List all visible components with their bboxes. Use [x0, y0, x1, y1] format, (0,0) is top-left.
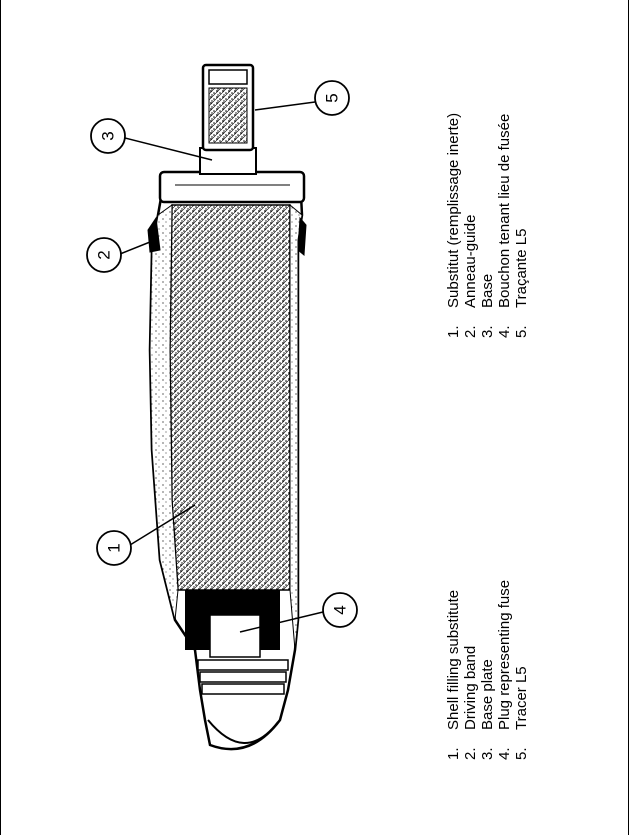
- nose-ring-3: [202, 684, 284, 694]
- fuse-plug-body: [210, 615, 260, 657]
- legend-fr-item: [496, 114, 513, 338]
- legend-en-item: [496, 580, 513, 760]
- base-plate-rim: [160, 172, 304, 202]
- callout-2: [87, 238, 121, 272]
- shell-filling: [170, 205, 290, 590]
- base-plate-neck: [200, 148, 256, 174]
- leader-5: [255, 102, 315, 110]
- legend-fr-text: Traçante L5: [513, 228, 530, 308]
- legend-en-text: Base plate: [479, 659, 496, 730]
- legend-fr-item: [462, 215, 479, 338]
- callout-1-label: 1: [104, 543, 124, 553]
- tracer-cap: [209, 70, 247, 84]
- callout-5: [315, 81, 349, 115]
- callout-3: [91, 119, 125, 153]
- legend-en-item: [462, 646, 479, 760]
- legend-fr-num: 5.: [513, 325, 530, 338]
- tracer-fill: [209, 88, 247, 143]
- callout-1: [97, 531, 131, 565]
- legend-fr-text: Anneau-guide: [462, 214, 479, 308]
- legend-en-text: Driving band: [462, 645, 479, 730]
- callout-3-label: 3: [98, 131, 118, 141]
- leader-3: [125, 138, 212, 160]
- legend-fr-item: [479, 274, 496, 338]
- legend-en-num: 4.: [496, 747, 513, 760]
- legend-en-num: 5.: [513, 747, 530, 760]
- legend-en-num: 1.: [445, 747, 462, 760]
- tracer: [203, 65, 253, 150]
- legend-fr: [445, 113, 530, 338]
- legend-en-text: Plug representing fuse: [496, 579, 513, 730]
- legend-fr-text: Base: [479, 273, 496, 308]
- callout-4: [323, 593, 357, 627]
- base-plate: [160, 148, 304, 202]
- legend-fr-item: [445, 113, 462, 338]
- legend-fr-num: 3.: [479, 325, 496, 338]
- legend-en-num: 3.: [479, 747, 496, 760]
- nose-ring-2: [200, 672, 286, 682]
- legend-en-item: [513, 666, 530, 760]
- legend-fr-item: [513, 229, 530, 339]
- legend-fr-text: Substitut (remplissage inerte): [445, 112, 462, 308]
- legend-en-text: Tracer L5: [513, 666, 530, 730]
- legend-fr-num: 4.: [496, 325, 513, 338]
- legend-en-num: 2.: [462, 747, 479, 760]
- legend-en-item: [479, 659, 496, 760]
- legend-en: [445, 580, 530, 760]
- legend-en-text: Shell filling substitute: [445, 589, 462, 730]
- callout-5-label: 5: [322, 93, 342, 103]
- callout-4-label: 4: [330, 605, 350, 615]
- callout-2-label: 2: [94, 250, 114, 260]
- legend-fr-num: 1.: [445, 325, 462, 338]
- nose-ring-1: [198, 660, 288, 670]
- legend-fr-text: Bouchon tenant lieu de fusée: [496, 113, 513, 308]
- legend-en-item: [445, 590, 462, 760]
- shell-wall-right: [290, 205, 302, 650]
- legend-fr-num: 2.: [462, 325, 479, 338]
